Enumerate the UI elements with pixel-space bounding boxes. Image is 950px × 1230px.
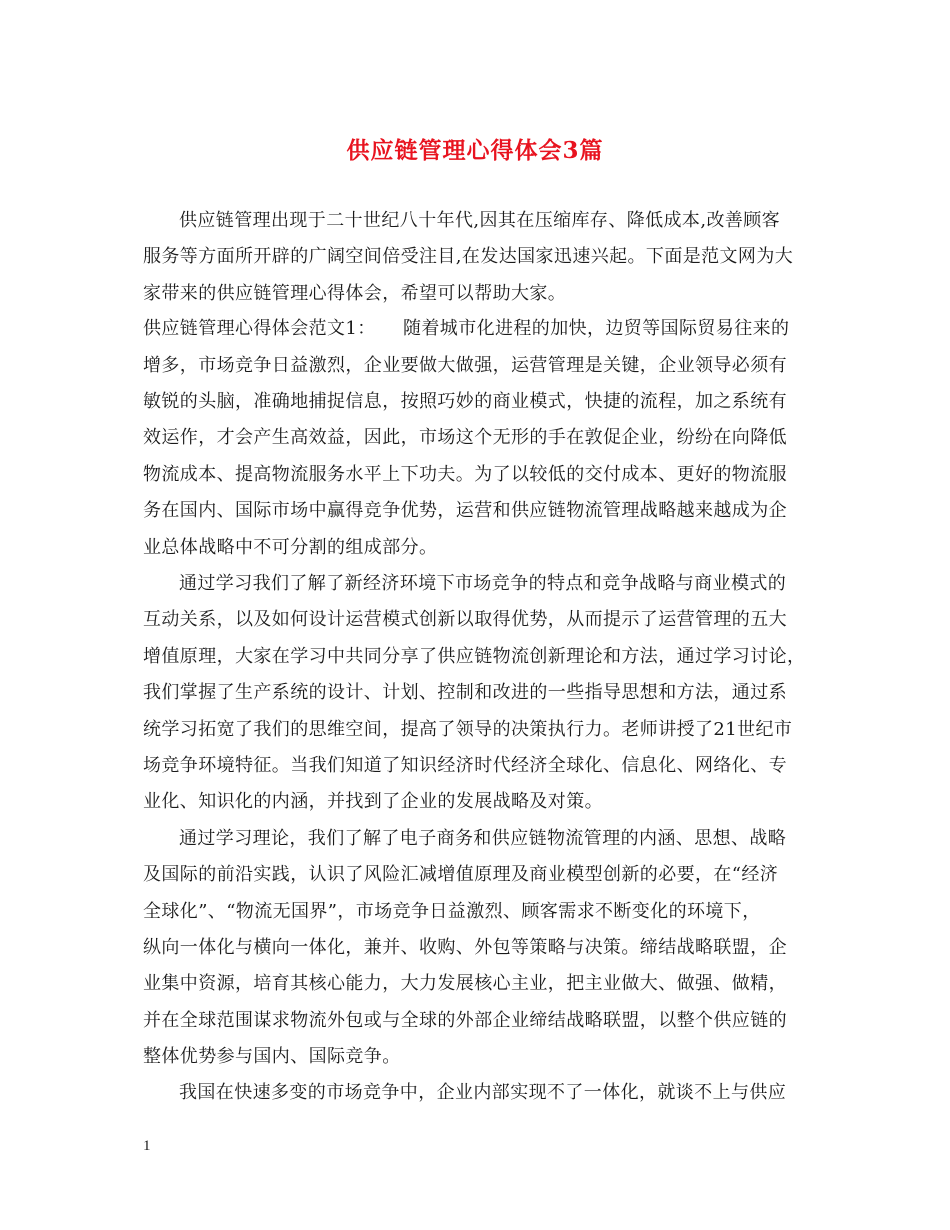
document-title: 供应链管理心得体会3篇 — [346, 137, 604, 164]
para4-line: 我国在快速多变的市场竞争中，企业内部实现不了一体化，就谈不上与供应 — [179, 1082, 787, 1103]
section1-line: 效运作，才会产生高效益，因此，市场这个无形的手在敦促企业，纷纷在向降低 — [143, 427, 787, 448]
section1-label: 供应链管理心得体会范文1： — [143, 318, 376, 339]
para2-line: 互动关系，以及如何设计运营模式创新以取得优势，从而提示了运营管理的五大 — [143, 609, 787, 630]
section1-first-line-text: 随着城市化进程的加快，边贸等国际贸易往来的 — [403, 318, 790, 339]
para2-line: 场竞争环境特征。当我们知道了知识经济时代经济全球化、信息化、网络化、专 — [143, 755, 787, 776]
para3-line: 及国际的前沿实践，认识了风险汇减增值原理及商业模型创新的必要，在“经济 — [143, 864, 779, 885]
section1-line: 物流成本、提高物流服务水平上下功夫。为了以较低的交付成本、更好的物流服 — [143, 464, 787, 485]
intro-line: 家带来的供应链管理心得体会，希望可以帮助大家。 — [143, 283, 567, 304]
page-number: 1 — [143, 1138, 151, 1154]
para3-line: 整体优势参与国内、国际竞争。 — [143, 1046, 401, 1067]
para2-line: 业化、知识化的内涵，并找到了企业的发展战略及对策。 — [143, 791, 603, 812]
section1-line: 业总体战略中不可分割的组成部分。 — [143, 537, 438, 558]
para3-line: 业集中资源，培育其核心能力，大力发展核心主业，把主业做大、做强、做精， — [143, 973, 787, 994]
para3-line: 通过学习理论，我们了解了电子商务和供应链物流管理的内涵、思想、战略 — [179, 828, 787, 849]
para2-line: 增值原理，大家在学习中共同分享了供应链物流创新理论和方法，通过学习讨论， — [143, 646, 806, 667]
section1-line: 增多，市场竞争日益激烈，企业要做大做强，运营管理是关键，企业领导必须有 — [143, 355, 787, 376]
para3-line: 并在全球范围谋求物流外包或与全球的外部企业缔结战略联盟，以整个供应链的 — [143, 1010, 787, 1031]
para2-line: 统学习拓宽了我们的思维空间，提高了领导的决策执行力。老师讲授了21世纪市 — [143, 719, 793, 740]
intro-line: 供应链管理出现于二十世纪八十年代,因其在压缩库存、降低成本,改善顾客 — [179, 210, 781, 231]
para2-line: 通过学习我们了解了新经济环境下市场竞争的特点和竞争战略与商业模式的 — [179, 573, 787, 594]
para2-line: 我们掌握了生产系统的设计、计划、控制和改进的一些指导思想和方法，通过系 — [143, 682, 787, 703]
para3-line: 全球化”、“物流无国界”，市场竞争日益激烈、顾客需求不断变化的环境下， — [143, 901, 761, 922]
section1-line: 务在国内、国际市场中赢得竞争优势，运营和供应链物流管理战略越来越成为企 — [143, 500, 787, 521]
section1-line: 敏锐的头脑，准确地捕捉信息，按照巧妙的商业模式，快捷的流程，加之系统有 — [143, 391, 787, 412]
para3-line: 纵向一体化与横向一体化，兼并、收购、外包等策略与决策。缔结战略联盟，企 — [143, 937, 787, 958]
intro-line: 服务等方面所开辟的广阔空间倍受注目,在发达国家迅速兴起。下面是范文网为大 — [143, 246, 794, 267]
section1-first-line — [143, 318, 823, 340]
